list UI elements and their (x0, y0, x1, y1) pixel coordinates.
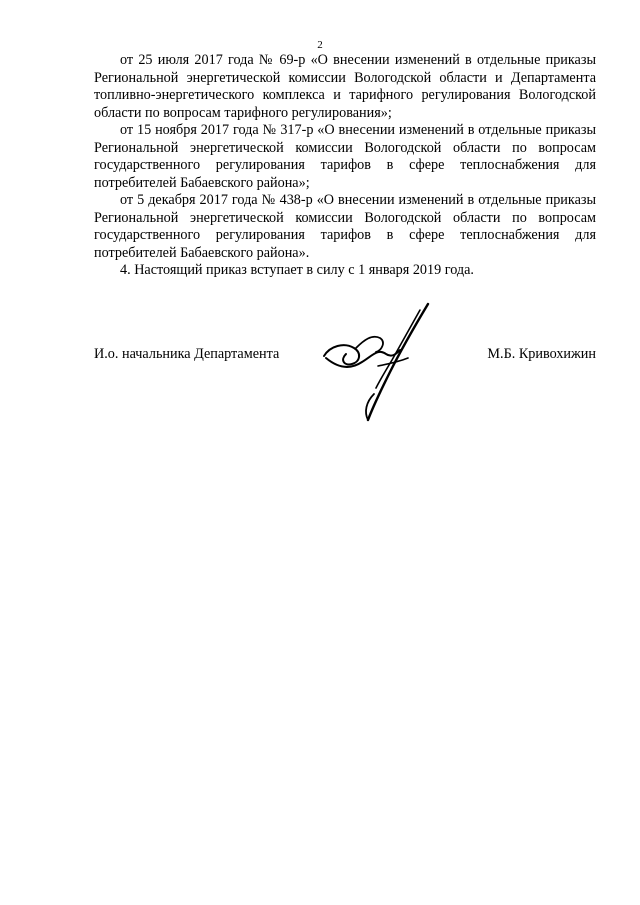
paragraph-order-438: от 5 декабря 2017 года № 438-р «О внесении изменений в отдельные приказы Региональной энергетической комиссии Вологодской области по вопросам государственного регулирования тарифов в сфере теплоснабжения для потребителей Бабаевского района». (94, 192, 596, 261)
handwritten-signature-icon (316, 298, 446, 428)
signatory-position: И.о. начальника Департамента (94, 346, 280, 362)
signatory-name: М.Б. Кривохижин (487, 346, 596, 362)
document-body (94, 52, 596, 280)
signature-block (94, 340, 596, 440)
paragraph-order-317: от 15 ноября 2017 года № 317-р «О внесении изменений в отдельные приказы Региональной энергетической комиссии Вологодской области по вопросам государственного регулирования тарифов в сфере теплоснабжения для потребителей Бабаевского района»; (94, 122, 596, 191)
page-number: 2 (317, 39, 323, 51)
paragraph-effective-date: 4. Настоящий приказ вступает в силу с 1 января 2019 года. (120, 262, 474, 278)
paragraph-order-69: от 25 июля 2017 года № 69-р «О внесении изменений в отдельные приказы Региональной энергетической комиссии Вологодской области и Департамента топливно-энергетического комплекса и тарифного регулирования Вологодской области по вопросам тарифного регулирования»; (94, 52, 596, 121)
